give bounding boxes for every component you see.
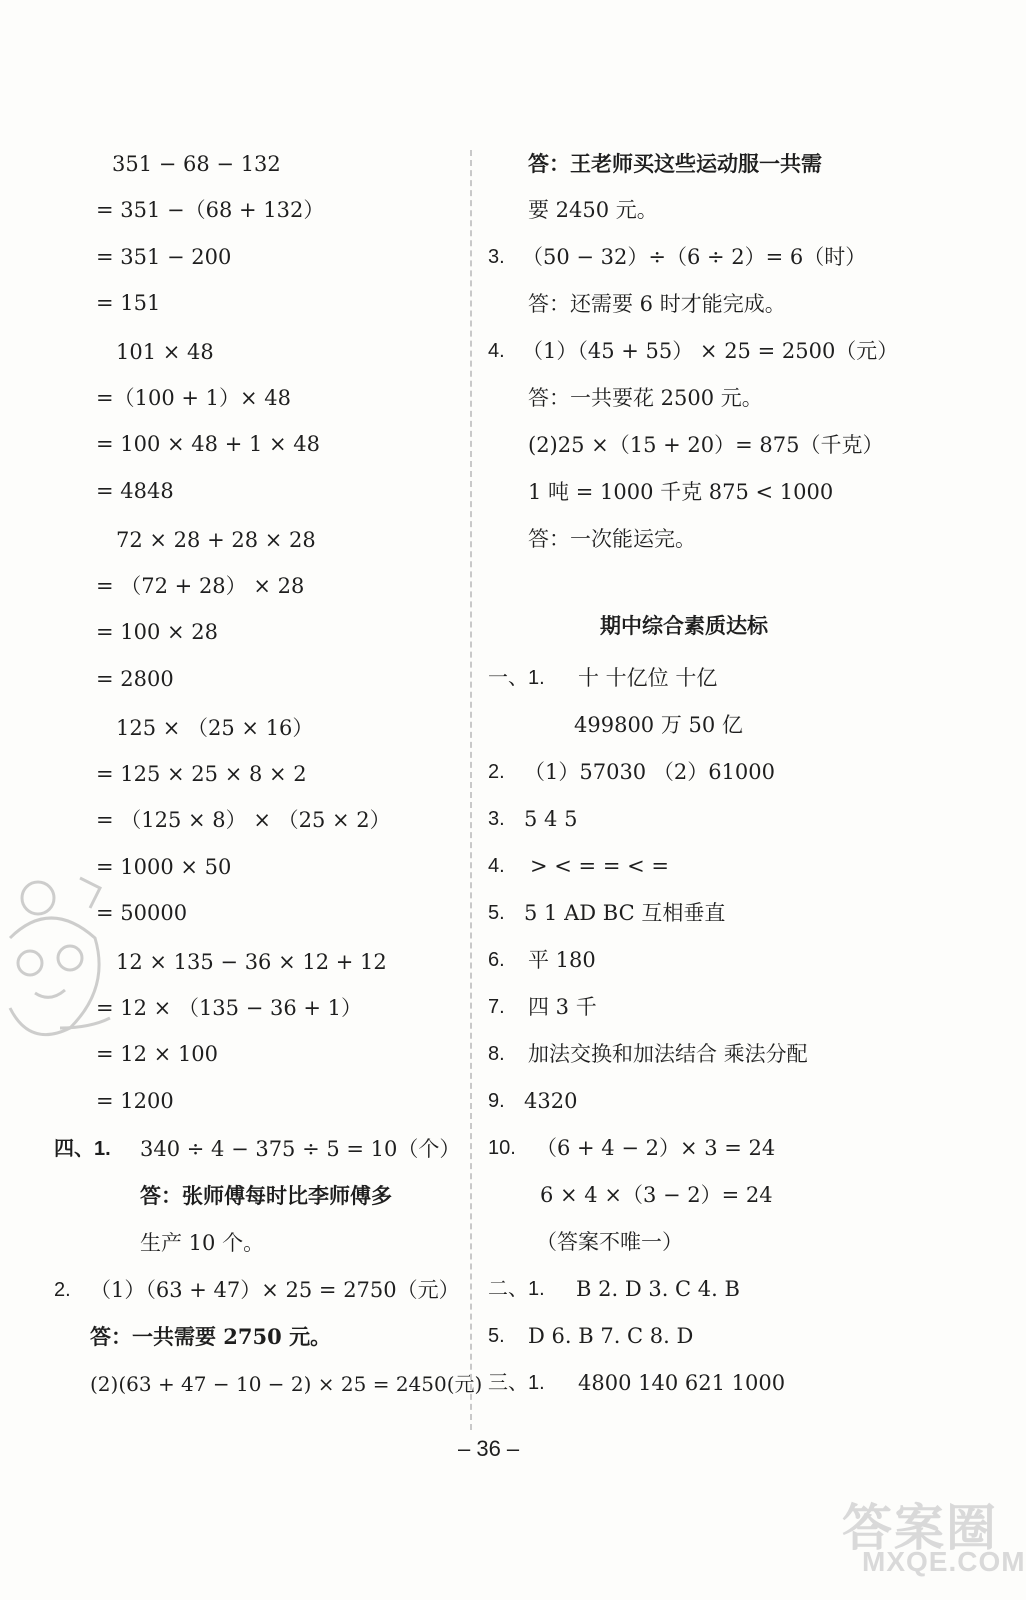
ans-label: 8.	[488, 1043, 505, 1065]
section-4-label: 四、1.	[54, 1138, 111, 1160]
ans-text: D 6. B 7. C 8. D	[528, 1324, 694, 1348]
ans-text: 499800 万 50 亿	[574, 713, 743, 737]
ans-label: 6.	[488, 949, 505, 971]
expr-line: = 1000 × 50	[96, 855, 232, 879]
expr-line: = 100 × 28	[96, 620, 219, 644]
q4b-expr: (2)25 ×（15 + 20）= 875（千克）	[528, 433, 884, 457]
q4c-expr: 1 吨 = 1000 千克 875 < 1000	[528, 480, 834, 504]
q4-2-answer: 答：一共需要 2750 元。	[90, 1324, 332, 1349]
q2-answer-cont: 要 2450 元。	[528, 198, 658, 222]
expr-line: 72 × 28 + 28 × 28	[116, 528, 316, 552]
ans-text: 6 × 4 ×（3 − 2）= 24	[540, 1183, 773, 1207]
expr-line: 12 × 135 − 36 × 12 + 12	[116, 950, 387, 974]
column-divider	[470, 150, 472, 1430]
ans-label: 5.	[488, 902, 505, 924]
expr-line: = 2800	[96, 667, 174, 691]
ans-text: 5 1 AD BC 互相垂直	[524, 901, 726, 925]
expr-line: = 1200	[96, 1089, 174, 1113]
expr-line: = 12 × 100	[96, 1042, 219, 1066]
q4-label: 4.	[488, 340, 505, 362]
ans-text: （6 + 4 − 2）× 3 = 24	[536, 1136, 776, 1160]
q4-1-expr: 340 ÷ 4 − 375 ÷ 5 = 10（个）	[140, 1137, 461, 1161]
ans-label: 5.	[488, 1325, 505, 1347]
ans-text: （答案不唯一）	[536, 1230, 683, 1254]
ans-label: 4.	[488, 855, 505, 877]
page-number: – 36 –	[458, 1436, 520, 1461]
q3-expr: （50 − 32）÷（6 ÷ 2）= 6（时）	[522, 245, 867, 269]
ans-text: 平 180	[528, 948, 596, 972]
q3-label: 3.	[488, 246, 505, 268]
expr-line: 125 × （25 × 16）	[116, 716, 314, 740]
q2-answer: 答：王老师买这些运动服一共需	[528, 151, 822, 176]
ans-label: 2.	[488, 761, 505, 783]
ans-label: 3.	[488, 808, 505, 830]
ans-text: 4800 140 621 1000	[578, 1371, 786, 1395]
expr-line: = 351 −（68 + 132）	[96, 198, 325, 222]
expr-line: = 50000	[96, 901, 188, 925]
q4-expr: （1）（45 + 55） × 25 = 2500（元）	[522, 339, 899, 363]
ans-text: 加法交换和加法结合 乘法分配	[528, 1042, 808, 1066]
ans-label: 7.	[488, 996, 505, 1018]
q4-1-answer: 答：张师傅每时比李师傅多	[140, 1183, 392, 1208]
expr-line: = 100 × 48 + 1 × 48	[96, 432, 320, 456]
ans-text: 5 4 5	[524, 807, 578, 831]
expr-line: =（100 + 1）× 48	[96, 386, 291, 410]
q4-2-expr: （1）（63 + 47）× 25 = 2750（元）	[90, 1278, 460, 1302]
expr-line: = 12 × （135 − 36 + 1）	[96, 996, 362, 1020]
ans-text: 十 十亿位 十亿	[578, 666, 718, 690]
ans-text: > < = = < =	[530, 854, 669, 878]
expr-line: = 351 − 200	[96, 245, 232, 269]
ans-label: 二、1.	[488, 1278, 545, 1300]
expr-line: = （72 + 28） × 28	[96, 574, 305, 598]
ans-label: 三、1.	[488, 1372, 545, 1394]
section-title: 期中综合素质达标	[600, 614, 768, 638]
expr-line: = 4848	[96, 479, 174, 503]
ans-label: 9.	[488, 1090, 505, 1112]
q4-2b-expr: (2)(63 + 47 − 10 − 2) × 25 = 2450(元)	[90, 1372, 483, 1396]
expr-line: = （125 × 8） × （25 × 2）	[96, 808, 391, 832]
ans-text: （1）57030 （2）61000	[524, 760, 776, 784]
ans-text: 4320	[524, 1089, 578, 1113]
expr-line: = 151	[96, 291, 161, 315]
ans-label: 一、1.	[488, 667, 545, 689]
q4c-answer: 答：一次能运完。	[528, 527, 696, 551]
q4-answer: 答：一共要花 2500 元。	[528, 386, 763, 410]
ans-text: 四 3 千	[528, 995, 597, 1019]
expr-line: = 125 × 25 × 8 × 2	[96, 762, 307, 786]
watermark-logo: 答案圈	[842, 1499, 998, 1557]
q3-answer: 答：还需要 6 时才能完成。	[528, 292, 786, 316]
ans-label: 10.	[488, 1137, 516, 1159]
q4-2-label: 2.	[54, 1279, 71, 1301]
expr-line: 351 − 68 − 132	[112, 152, 281, 176]
ans-text: B 2. D 3. C 4. B	[576, 1277, 740, 1301]
watermark-url: MXQE.COM	[862, 1546, 1026, 1577]
mascot-illustration	[0, 878, 130, 1078]
q4-1-answer-cont: 生产 10 个。	[140, 1231, 265, 1255]
expr-line: 101 × 48	[116, 340, 214, 364]
